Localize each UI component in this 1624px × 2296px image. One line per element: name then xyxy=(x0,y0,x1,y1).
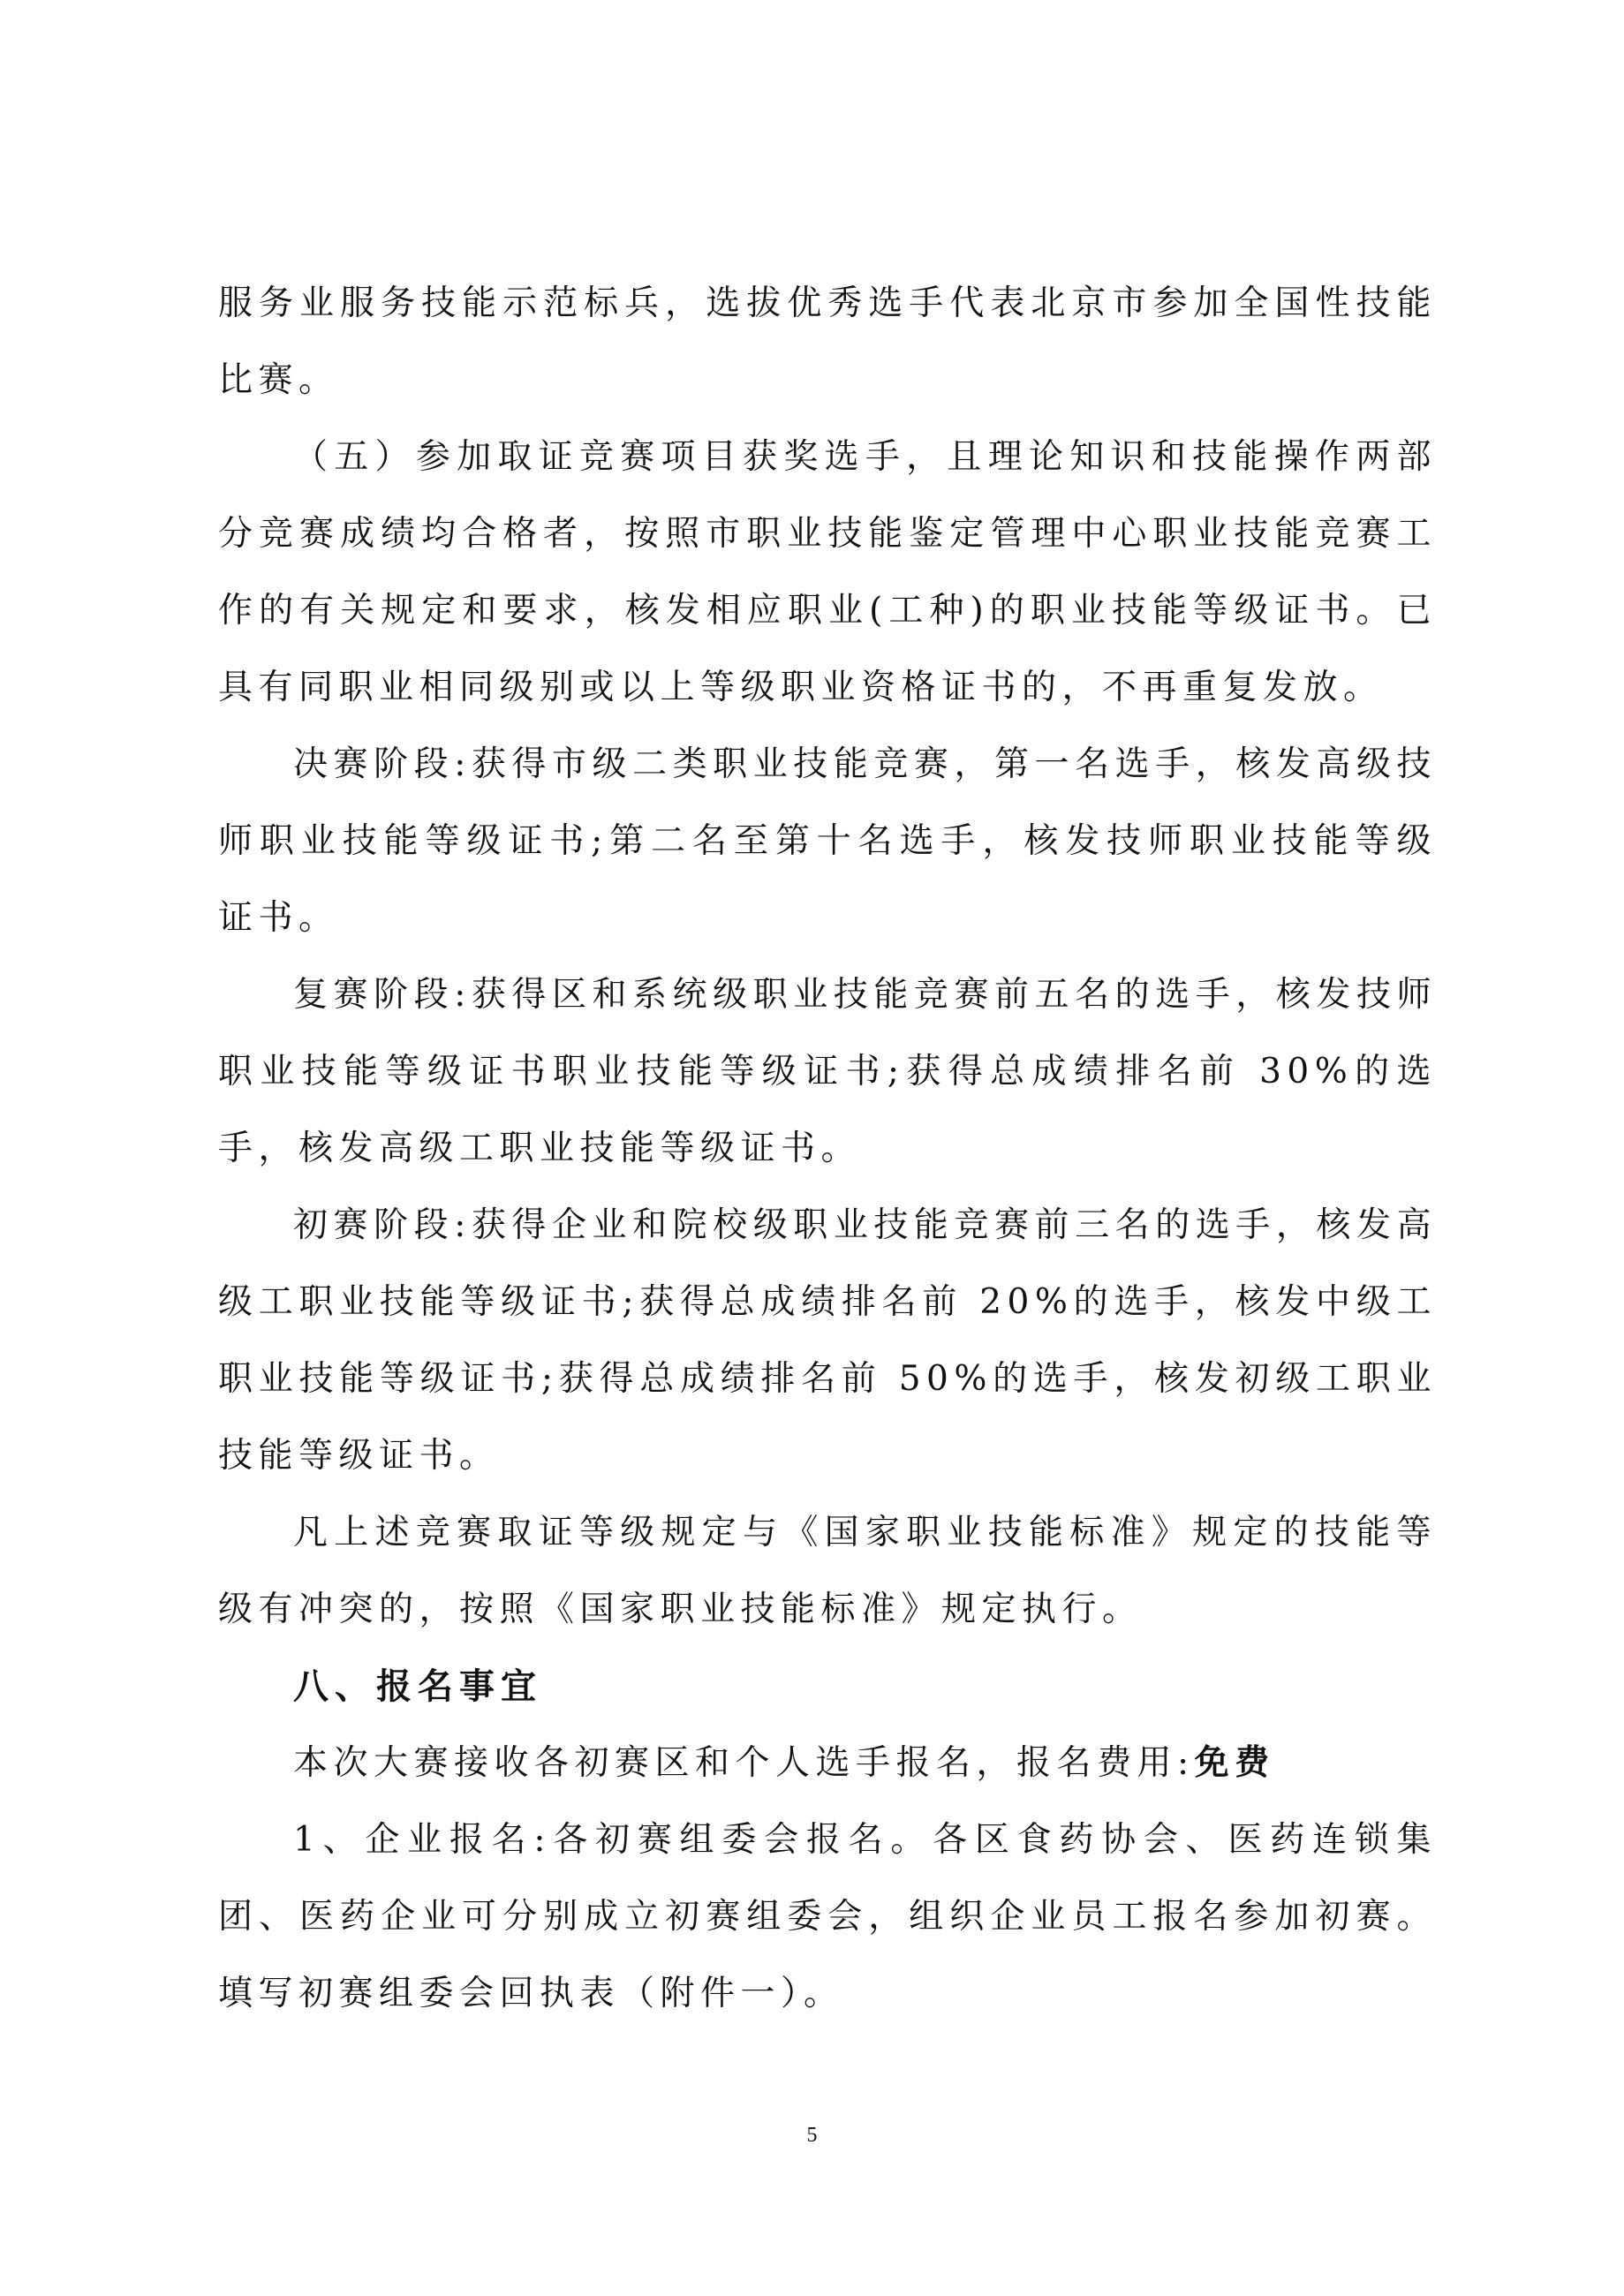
paragraph-registration-fee xyxy=(218,1725,1437,1801)
registration-fee-value: 免费 xyxy=(1194,1742,1275,1783)
paragraph-enterprise-registration: 1、企业报名:各初赛组委会报名。各区食药协会、医药连锁集团、医药企业可分别成立初赛组委会，组织企业员工报名参加初赛。填写初赛组委会回执表（附件一）。 xyxy=(218,1820,1437,2013)
section-heading-registration: 八、报名事宜 xyxy=(293,1665,542,1707)
paragraph-continuation: 服务业服务技能示范标兵，选拔优秀选手代表北京市参加全国性技能比赛。 xyxy=(218,283,1437,400)
paragraph-preliminary-stage: 初赛阶段:获得企业和院校级职业技能竞赛前三名的选手，核发高级工职业技能等级证书;获得总成绩排名前 20%的选手，核发中级工职业技能等级证书;获得总成绩排名前 50%的选手，核发初级工职业技能等级证书。 xyxy=(218,1205,1437,1476)
registration-fee-text: 本次大赛接收各初赛区和个人选手报名，报名费用: xyxy=(293,1743,1195,1783)
page-number: 5 xyxy=(806,2124,818,2147)
paragraph-semifinal-stage: 复赛阶段:获得区和系统级职业技能竞赛前五名的选手，核发技师职业技能等级证书职业技能等级证书;获得总成绩排名前 30%的选手，核发高级工职业技能等级证书。 xyxy=(218,975,1437,1168)
document-body xyxy=(218,265,1437,2032)
paragraph-standard-conflict: 凡上述竞赛取证等级规定与《国家职业技能标准》规定的技能等级有冲突的，按照《国家职业技能标准》规定执行。 xyxy=(218,1513,1437,1629)
paragraph-final-stage: 决赛阶段:获得市级二类职业技能竞赛，第一名选手，核发高级技师职业技能等级证书;第二名至第十名选手，核发技师职业技能等级证书。 xyxy=(218,744,1437,938)
paragraph-section-five: （五）参加取证竞赛项目获奖选手，且理论知识和技能操作两部分竞赛成绩均合格者，按照市职业技能鉴定管理中心职业技能竞赛工作的有关规定和要求，核发相应职业(工种)的职业技能等级证书。已具有同职业相同级别或以上等级职业资格证书的，不再重复发放。 xyxy=(218,437,1437,707)
